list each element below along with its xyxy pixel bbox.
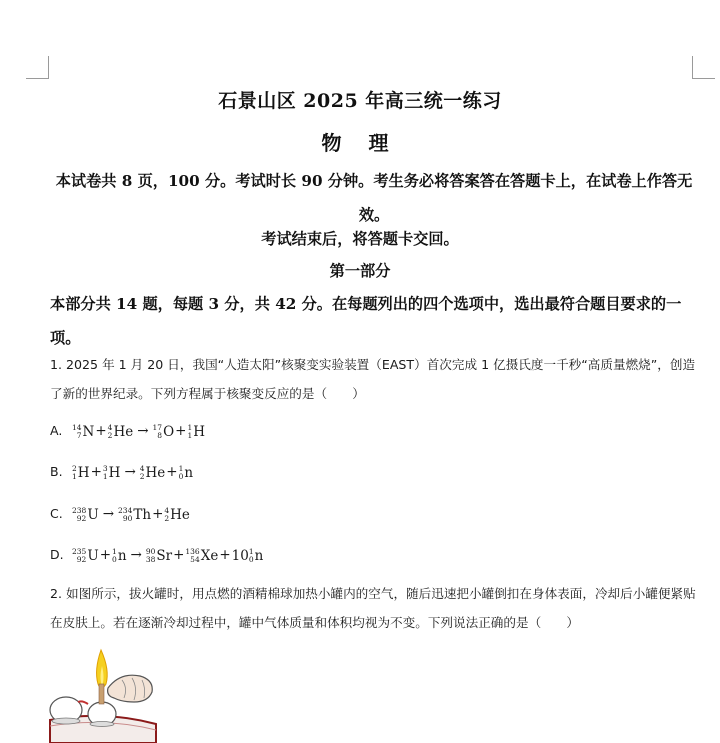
element-symbol: Xe [200, 547, 219, 564]
question-1-option-d [50, 543, 263, 567]
nuclide-numbers [103, 465, 108, 481]
element-symbol: H [108, 464, 121, 481]
atomic-number: 0 [112, 554, 117, 564]
plus-sign: + [95, 423, 107, 439]
reaction-arrow: → [102, 506, 115, 522]
reaction-arrow: → [124, 464, 136, 480]
option-a-equation [72, 423, 205, 439]
exam-instructions: 本试卷共 8 页，100 分。考试时长 90 分钟。考生务必将答案答在答题卡上，在试卷上作答无效。 [55, 172, 693, 224]
option-c-equation [72, 506, 190, 522]
mass-number: 1 [248, 546, 254, 556]
nuclide-numbers [72, 548, 86, 564]
page-title: 石景山区 2025 年高三统一练习 [218, 90, 502, 112]
nuclide [187, 420, 205, 444]
atomic-number: 1 [187, 430, 193, 440]
element-symbol: He [145, 464, 166, 481]
nuclide-numbers [72, 424, 82, 440]
atomic-number: 2 [139, 471, 145, 481]
atomic-number: 2 [164, 513, 170, 523]
option-d-label: D. [50, 547, 64, 562]
atomic-number: 0 [178, 471, 184, 481]
element-symbol: Sr [156, 547, 173, 564]
element-symbol: U [87, 506, 99, 523]
nuclide [103, 461, 121, 485]
mass-number: 4 [139, 463, 145, 473]
atomic-number: 2 [107, 430, 113, 440]
nuclide-numbers [108, 424, 113, 440]
nuclide [112, 544, 126, 568]
mass-number: 1 [178, 463, 184, 473]
hand-icon [108, 675, 153, 702]
element-symbol: O [163, 423, 175, 440]
element-symbol: n [117, 547, 127, 564]
atomic-number: 8 [157, 430, 163, 440]
atomic-number: 7 [76, 430, 82, 440]
atomic-number: 92 [76, 513, 87, 523]
option-a-label: A. [50, 423, 63, 438]
plus-sign: + [173, 547, 185, 563]
subject-title: 物 理 [321, 131, 399, 155]
element-symbol: U [87, 547, 99, 564]
nuclide [153, 420, 175, 444]
nuclide-numbers [187, 424, 192, 440]
mass-number: 17 [152, 422, 163, 432]
plus-sign: + [99, 547, 112, 563]
nuclide [108, 420, 134, 444]
part-one-description: 本部分共 14 题，每题 3 分，共 42 分。在每题列出的四个选项中，选出最符合题目要求的一项。 [50, 295, 682, 347]
mass-number: 3 [102, 463, 108, 473]
element-symbol: N [82, 423, 95, 440]
atomic-number: 38 [145, 554, 156, 564]
question-1-option-b [50, 460, 193, 484]
part-one-heading: 第一部分 [329, 262, 391, 280]
mass-number: 136 [185, 546, 200, 556]
nuclide [72, 420, 94, 444]
page-corner-mark-left [26, 56, 49, 79]
atomic-number: 92 [76, 554, 87, 564]
atomic-number: 54 [190, 554, 200, 564]
cupping-illustration [48, 640, 158, 743]
mass-number: 238 [72, 505, 87, 515]
coefficient: 10 [231, 547, 249, 564]
atomic-number: 1 [72, 471, 77, 481]
atomic-number: 0 [248, 554, 254, 564]
atomic-number: 1 [102, 471, 108, 481]
question-1-option-c [50, 502, 190, 526]
mass-number: 1 [112, 546, 117, 556]
plus-sign: + [175, 423, 187, 439]
option-d-equation [72, 547, 263, 563]
mass-number: 14 [72, 422, 82, 432]
mass-number: 234 [118, 505, 133, 515]
nuclide-numbers [112, 548, 117, 564]
nuclide-numbers [72, 507, 86, 523]
option-c-label: C. [50, 506, 63, 521]
element-symbol: He [113, 423, 134, 440]
nuclide-numbers [249, 548, 254, 564]
nuclide-numbers [146, 548, 156, 564]
nuclide [72, 503, 99, 527]
mass-number: 2 [72, 463, 77, 473]
mass-number: 4 [107, 422, 113, 432]
page-corner-mark-right [692, 56, 715, 79]
nuclide [185, 544, 218, 568]
nuclide-numbers [118, 507, 132, 523]
nuclide [164, 503, 190, 527]
question-2-text: 2. 如图所示，拔火罐时，用点燃的酒精棉球加热小罐内的空气，随后迅速把小罐倒扣在身体表面，冷却后小罐便紧贴在皮肤上。若在逐渐冷却过程中，罐中气体质量和体积均视为不变。下列说法正确的是（ ） [50, 586, 696, 630]
question-1-text: 1. 2025 年 1 月 20 日，我国“人造太阳”核聚变实验装置（EAST）首次完成 1 亿摄氏度一千秒“高质量燃烧”，创造了新的世界纪录。下列方程属于核聚变反应的是（ ） [50, 357, 696, 401]
option-b-equation [72, 464, 193, 480]
plus-sign: + [166, 464, 178, 480]
question-1-option-a [50, 419, 205, 443]
plus-sign: + [152, 506, 164, 522]
option-b-label: B. [50, 464, 63, 479]
nuclide [179, 461, 193, 485]
mass-number: 90 [145, 546, 156, 556]
element-symbol: Th [133, 506, 152, 523]
element-symbol: H [77, 464, 90, 481]
nuclide [140, 461, 166, 485]
element-symbol: n [184, 464, 194, 481]
nuclide [72, 544, 99, 568]
nuclide [146, 544, 172, 568]
exam-instructions-submit: 考试结束后，将答题卡交回。 [261, 230, 459, 248]
nuclide [72, 461, 90, 485]
nuclide-numbers [179, 465, 184, 481]
nuclide [232, 544, 264, 568]
reaction-arrow: → [137, 423, 149, 439]
atomic-number: 90 [122, 513, 133, 523]
nuclide-numbers [153, 424, 163, 440]
reaction-arrow: → [130, 547, 142, 563]
nuclide-numbers [72, 465, 77, 481]
nuclide-numbers [185, 548, 199, 564]
plus-sign: + [90, 464, 102, 480]
nuclide-numbers [164, 507, 169, 523]
element-symbol: H [193, 423, 206, 440]
mass-number: 1 [187, 422, 193, 432]
element-symbol: He [170, 506, 190, 523]
nuclide-numbers [140, 465, 145, 481]
mass-number: 4 [164, 505, 170, 515]
nuclide [118, 503, 151, 527]
mass-number: 235 [72, 546, 87, 556]
element-symbol: n [254, 547, 264, 564]
plus-sign: + [219, 547, 231, 563]
